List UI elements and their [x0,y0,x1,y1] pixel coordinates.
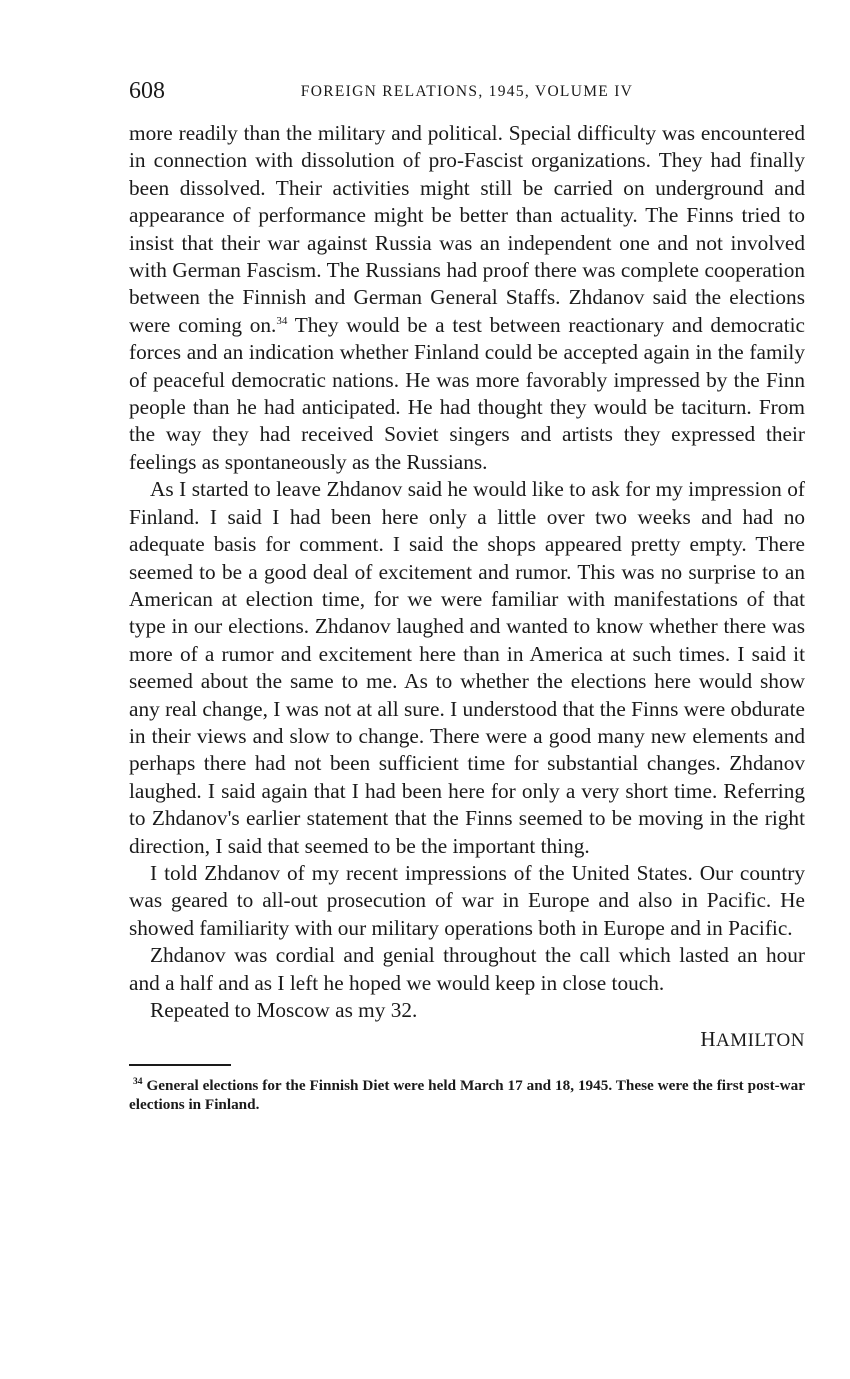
paragraph-1-text-b: They would be a test between reactionary and democratic forces and an indication whether Finland could be accepted again in the family of peaceful democratic nations. He was more favorably impressed by the Finn people than he had anticipated. He had thought they would be taciturn. From the way they had received Soviet singers and artists they expressed their feelings as spontaneously as the Russians. [129,312,805,474]
footnote-divider [129,1064,231,1066]
document-page [129,74,805,1130]
footnote-mark: 34 [133,1077,143,1088]
paragraph-1 [129,120,805,476]
signature [129,1027,805,1052]
footnote-reference: 34 [276,314,288,327]
page-number: 608 [129,78,165,104]
footnote-text: General elections for the Finnish Diet were held March 17 and 18, 1945. These were the first post-war elections in Finland. [129,1077,805,1114]
running-title: FOREIGN RELATIONS, 1945, VOLUME IV [300,83,634,100]
paragraph-3: I told Zhdanov of my recent impressions of the United States. Our country was geared to all-out prosecution of war in Europe and also in Pacific. He showed familiarity with our military operations both in Europe and in Pacific. [129,860,805,940]
signature-rest: AMILTON [715,1030,805,1052]
paragraph-1-text-a: more readily than the military and political. Special difficulty was encountered in connection with dissolution of pro-Fascist organizations. They had finally been dissolved. Their activities might still be carried on underground and appearance of performance might be better than actuality. The Finns tried to insist that their war against Russia was an independent one and not involved with German Fascism. The Russians had proof there was complete cooperation between the Finnish and German General Staffs. Zhdanov said the elections were coming on. [129,121,805,337]
footnote [129,1076,805,1114]
signature-initial: H [700,1027,716,1052]
body-text [129,120,805,1024]
paragraph-5: Repeated to Moscow as my 32. [150,998,418,1022]
running-header [129,74,805,110]
paragraph-2: As I started to leave Zhdanov said he would like to ask for my impression of Finland. I said I had been here only a little over two weeks and had no adequate basis for comment. I said the shops appeared pretty empty. There seemed to be a good deal of excitement and rumor. This was no surprise to an American at election time, for we were familiar with manifestations of that type in our elections. Zhdanov laughed and wanted to know whether there was more of a rumor and excitement here than in America at such times. I said it seemed about the same to me. As to whether the elections here would show any real change, I was not at all sure. I understood that the Finns were obdurate in their views and slow to change. There were a good many new elements and perhaps there had not been sufficient time for substantial changes. Zhdanov laughed. I said again that I had been here for only a very short time. Referring to Zhdanov's earlier statement that the Finns seemed to be moving in the right direction, I said that seemed to be the important thing. [129,477,805,858]
paragraph-4: Zhdanov was cordial and genial throughout the call which lasted an hour and a half and as I left he hoped we would keep in close touch. [129,943,805,995]
